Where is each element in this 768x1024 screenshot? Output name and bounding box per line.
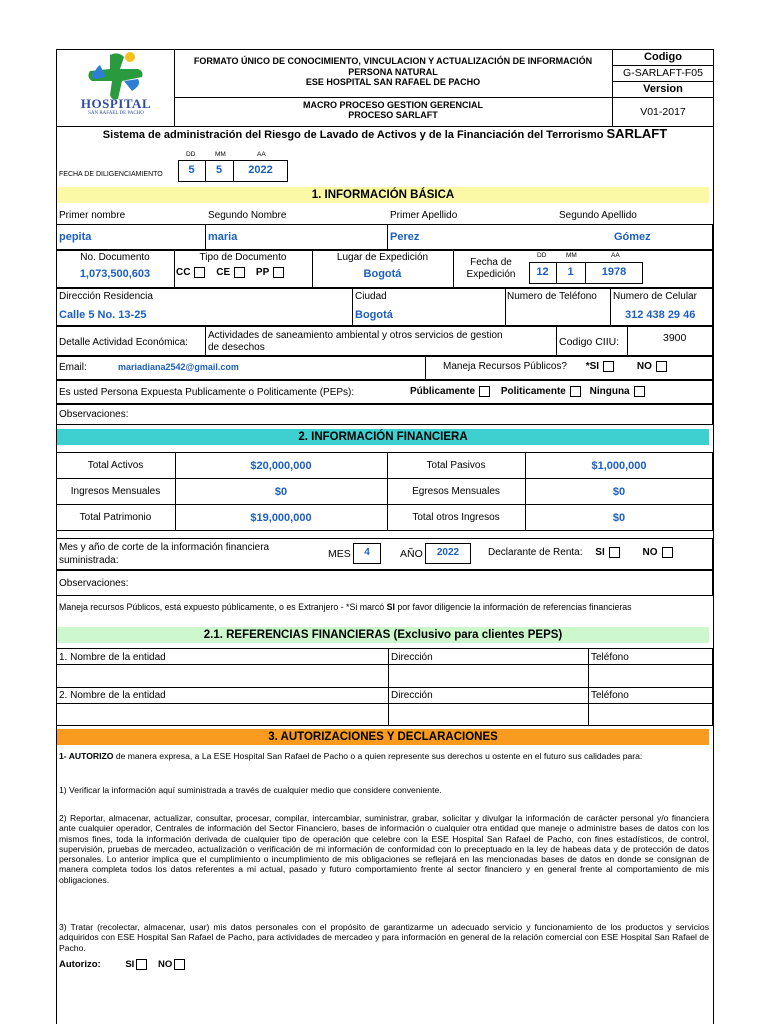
peps-options bbox=[410, 386, 645, 397]
total-activos-label: Total Activos bbox=[87, 460, 144, 471]
publicamente-label: Públicamente bbox=[410, 386, 476, 398]
declarante-no-checkbox[interactable] bbox=[662, 547, 673, 558]
version-value: V01-2017 bbox=[640, 106, 686, 118]
segundo-apellido[interactable]: Gómez bbox=[614, 231, 651, 243]
cc-label: CC bbox=[176, 267, 191, 279]
autorizo-label: Autorizo: bbox=[59, 959, 101, 971]
macro-line-2: PROCESO SARLAFT bbox=[348, 110, 438, 120]
politicamente-label: Politicamente bbox=[500, 386, 566, 398]
direccion-label: Dirección Residencia bbox=[59, 291, 153, 302]
autorizo-si-label: SI bbox=[125, 959, 135, 971]
corte-label bbox=[59, 541, 314, 567]
fecha-exp-label-1: Fecha de bbox=[470, 257, 512, 268]
otros-ingresos-label: Total otros Ingresos bbox=[412, 512, 500, 523]
autorizo-bold: 1- AUTORIZO bbox=[59, 751, 114, 761]
telefono-1-label: Teléfono bbox=[591, 652, 629, 663]
recursos-label: Maneja Recursos Públicos? bbox=[443, 361, 567, 373]
primer-apellido-label: Primer Apellido bbox=[390, 210, 458, 221]
system-title-text: Sistema de administración del Riesgo de Lavado de Activos y de la Financiación del Terrorismo bbox=[102, 129, 604, 141]
autorizo-paragraph bbox=[59, 751, 709, 761]
system-acronym: SARLAFT bbox=[606, 126, 668, 141]
exp-dd[interactable]: 12 bbox=[536, 266, 549, 278]
logo-cross-icon bbox=[60, 51, 172, 101]
ciiu[interactable]: 3900 bbox=[663, 332, 687, 344]
autorizo-no-label: NO bbox=[157, 959, 173, 971]
recursos-si-label: *SI bbox=[585, 361, 600, 373]
lugar-label: Lugar de Expedición bbox=[336, 252, 429, 263]
entidad-2-label: 2. Nombre de la entidad bbox=[59, 690, 166, 701]
note-si: SI bbox=[386, 602, 395, 612]
autorizo-no-checkbox[interactable] bbox=[174, 959, 185, 970]
macro-proceso bbox=[176, 100, 610, 120]
actividad-label: Detalle Actividad Económica: bbox=[59, 337, 188, 348]
recursos-si-checkbox[interactable] bbox=[603, 361, 614, 372]
no-doc[interactable]: 1,073,500,603 bbox=[79, 268, 151, 280]
section-21-title: 2.1. REFERENCIAS FINANCIERAS (Exclusivo para clientes PEPS) bbox=[57, 627, 709, 643]
segundo-nombre-label: Segundo Nombre bbox=[208, 210, 287, 221]
declarante-label: Declarante de Renta: bbox=[488, 547, 583, 559]
politicamente-checkbox[interactable] bbox=[570, 386, 581, 397]
declarante-si-checkbox[interactable] bbox=[609, 547, 620, 558]
autorizo-si-checkbox[interactable] bbox=[136, 959, 147, 970]
direccion-2-label: Dirección bbox=[391, 690, 433, 701]
hospital-logo bbox=[60, 51, 172, 125]
mes[interactable]: 4 bbox=[364, 547, 370, 558]
observaciones-1-label: Observaciones: bbox=[59, 409, 129, 420]
macro-line-1: MACRO PROCESO GESTION GERENCIAL bbox=[302, 100, 483, 110]
patrimonio[interactable]: $19,000,000 bbox=[250, 512, 312, 524]
declarante-si-label: SI bbox=[595, 547, 605, 559]
actividad-line-1: Actividades de saneamiento ambiental y otros servicios de gestion bbox=[208, 330, 503, 341]
version-label: Version bbox=[643, 83, 683, 95]
email-label: Email: bbox=[59, 362, 87, 373]
ninguna-label: Ninguna bbox=[589, 386, 630, 398]
actividad[interactable] bbox=[208, 330, 503, 354]
ingresos[interactable]: $0 bbox=[274, 486, 288, 498]
section-3-title: 3. AUTORIZACIONES Y DECLARACIONES bbox=[57, 729, 709, 745]
title-line-3: ESE HOSPITAL SAN RAFAEL DE PACHO bbox=[305, 77, 481, 87]
codigo-label: Codigo bbox=[644, 51, 682, 63]
fecha-aa[interactable]: 2022 bbox=[248, 164, 273, 176]
celular[interactable]: 312 438 29 46 bbox=[625, 309, 696, 321]
publicamente-checkbox[interactable] bbox=[479, 386, 490, 397]
direccion-1-label: Dirección bbox=[391, 652, 433, 663]
codigo-value: G-SARLAFT-F05 bbox=[623, 67, 703, 79]
direccion[interactable]: Calle 5 No. 13-25 bbox=[59, 309, 147, 321]
segundo-nombre[interactable]: maria bbox=[208, 231, 238, 243]
section-2-title: 2. INFORMACIÓN FINANCIERA bbox=[57, 429, 709, 445]
fecha-exp-label bbox=[455, 257, 527, 281]
fecha-aa-label: AA bbox=[257, 151, 266, 158]
ciiu-label: Codigo CIIU: bbox=[559, 336, 620, 348]
pp-label: PP bbox=[255, 267, 270, 279]
primer-nombre-label: Primer nombre bbox=[59, 210, 126, 221]
fecha-mm[interactable]: 5 bbox=[215, 164, 223, 176]
primer-nombre[interactable]: pepita bbox=[59, 231, 92, 243]
entidad-1-label: 1. Nombre de la entidad bbox=[59, 652, 166, 663]
segundo-apellido-label: Segundo Apellido bbox=[559, 210, 637, 221]
primer-apellido[interactable]: Perez bbox=[390, 231, 420, 243]
total-pasivos-label: Total Pasivos bbox=[426, 460, 486, 471]
mes-label: MES bbox=[328, 548, 351, 560]
anio[interactable]: 2022 bbox=[436, 547, 460, 558]
corte-line-1: Mes y año de corte de la información financiera bbox=[59, 542, 270, 553]
clause-2: 2) Reportar, almacenar, actualizar, consultar, procesar, compilar, intercambiar, suministrar, grabar, solicitar y divulgar la información de carácter personal y/o financiera ante cualquier operador, Centrales de información del Sector Financiero, bases de información o cualquier otra entidad que maneje o administre bases de datos con los mismos fines, toda la información derivada de cualquier tipo de operación que celebre con la ESE Hospital San Rafael de Pacho, con fines estadísticos, de control, supervisión, pruebas de mercadeo, actualización o verificación de mi información de conformidad con lo preceptuado en la ley de habeas data y de protección de datos personales. Lo anterior implica que el cumplimiento o incumplimiento de mis obligaciones se reflejará en las mencionadas bases de datos en donde se consignan de manera completa todos los datos referentes a mi actual, pasado y futuro comportamiento frente al sector financiero y en general frente al comportamiento de mis obligaciones. bbox=[59, 813, 709, 885]
recursos-no-checkbox[interactable] bbox=[656, 361, 667, 372]
section-1-title: 1. INFORMACIÓN BÁSICA bbox=[57, 187, 709, 203]
fecha-dd[interactable]: 5 bbox=[188, 164, 195, 176]
cc-checkbox[interactable] bbox=[194, 267, 205, 278]
exp-mm-label: MM bbox=[566, 252, 577, 259]
system-title bbox=[56, 127, 714, 142]
exp-mm[interactable]: 1 bbox=[567, 266, 574, 278]
ce-label: CE bbox=[216, 267, 231, 279]
email[interactable]: mariadiana2542@gmail.com bbox=[118, 362, 239, 372]
no-doc-label: No. Documento bbox=[80, 252, 150, 263]
logo-text: HOSPITAL bbox=[80, 96, 152, 111]
exp-aa[interactable]: 1978 bbox=[601, 266, 627, 278]
celular-label: Numero de Celular bbox=[613, 291, 697, 302]
actividad-line-2: de desechos bbox=[208, 342, 265, 353]
tipo-doc-options bbox=[176, 267, 284, 278]
autorizo-text: de manera expresa, a La ESE Hospital San Rafael de Pacho o a quien represente sus derechos u ostente en el futuro sus calidades para: bbox=[113, 751, 643, 761]
egresos-label: Egresos Mensuales bbox=[412, 486, 500, 497]
title-line-1: FORMATO ÚNICO DE CONOCIMIENTO, VINCULACION Y ACTUALIZACIÓN DE INFORMACIÓN bbox=[193, 56, 593, 66]
ce-checkbox[interactable] bbox=[234, 267, 245, 278]
financial-note bbox=[59, 602, 632, 612]
otros-ingresos[interactable]: $0 bbox=[612, 512, 626, 524]
logo-subtext: SAN RAFAEL DE PACHO bbox=[88, 111, 144, 116]
tipo-doc-label: Tipo de Documento bbox=[199, 252, 287, 263]
ingresos-label: Ingresos Mensuales bbox=[70, 486, 161, 497]
clause-3: 3) Tratar (recolectar, almacenar, usar) mis datos personales con el propósito de garantizarme un adecuado servicio y funcionamiento de los productos y servicios adquiridos con ESE Hospital San Rafael de Pacho, para actividades de mercadeo y para información en general de la relación comercial con ESE Hospital San Rafael de Pacho. bbox=[59, 922, 709, 953]
telefono-label: Numero de Teléfono bbox=[507, 291, 597, 302]
declarante-no-label: NO bbox=[642, 547, 658, 559]
fecha-mm-label: MM bbox=[215, 151, 226, 158]
observaciones-2-label: Observaciones: bbox=[59, 578, 129, 589]
form-title bbox=[176, 56, 610, 88]
fecha-label: FECHA DE DILIGENCIAMIENTO bbox=[59, 171, 163, 178]
clause-1: 1) Verificar la información aquí suministrada a través de cualquier medio que considere conveniente. bbox=[59, 785, 442, 795]
pp-checkbox[interactable] bbox=[273, 267, 284, 278]
corte-line-2: suministrada: bbox=[59, 555, 119, 566]
exp-aa-label: AA bbox=[611, 252, 620, 259]
ninguna-checkbox[interactable] bbox=[634, 386, 645, 397]
ciudad[interactable]: Bogotá bbox=[355, 309, 393, 321]
total-activos[interactable]: $20,000,000 bbox=[250, 460, 312, 472]
autorizo-row bbox=[59, 959, 185, 970]
fecha-dd-label: DD bbox=[186, 151, 196, 158]
note-pre: Maneja recursos Públicos, está expuesto públicamente, o es Extranjero - *Si marcó bbox=[59, 602, 387, 612]
declarante bbox=[488, 547, 673, 558]
title-line-2: PERSONA NATURAL bbox=[348, 66, 438, 77]
note-post: por favor diligencie la información de referencias financieras bbox=[394, 602, 632, 612]
lugar-expedicion[interactable]: Bogotá bbox=[363, 268, 402, 280]
recursos-no-label: NO bbox=[636, 361, 652, 373]
exp-dd-label: DD bbox=[537, 252, 547, 259]
telefono-2-label: Teléfono bbox=[591, 690, 629, 701]
patrimonio-label: Total Patrimonio bbox=[79, 512, 152, 523]
peps-label: Es usted Persona Expuesta Publicamente o Politicamente (PEPs): bbox=[59, 387, 355, 398]
egresos[interactable]: $0 bbox=[612, 486, 626, 498]
fecha-exp-label-2: Expedición bbox=[466, 269, 516, 280]
anio-label: AÑO bbox=[400, 548, 423, 560]
recursos-publicos bbox=[443, 361, 667, 372]
ciudad-label: Ciudad bbox=[355, 291, 387, 302]
total-pasivos[interactable]: $1,000,000 bbox=[591, 460, 647, 472]
